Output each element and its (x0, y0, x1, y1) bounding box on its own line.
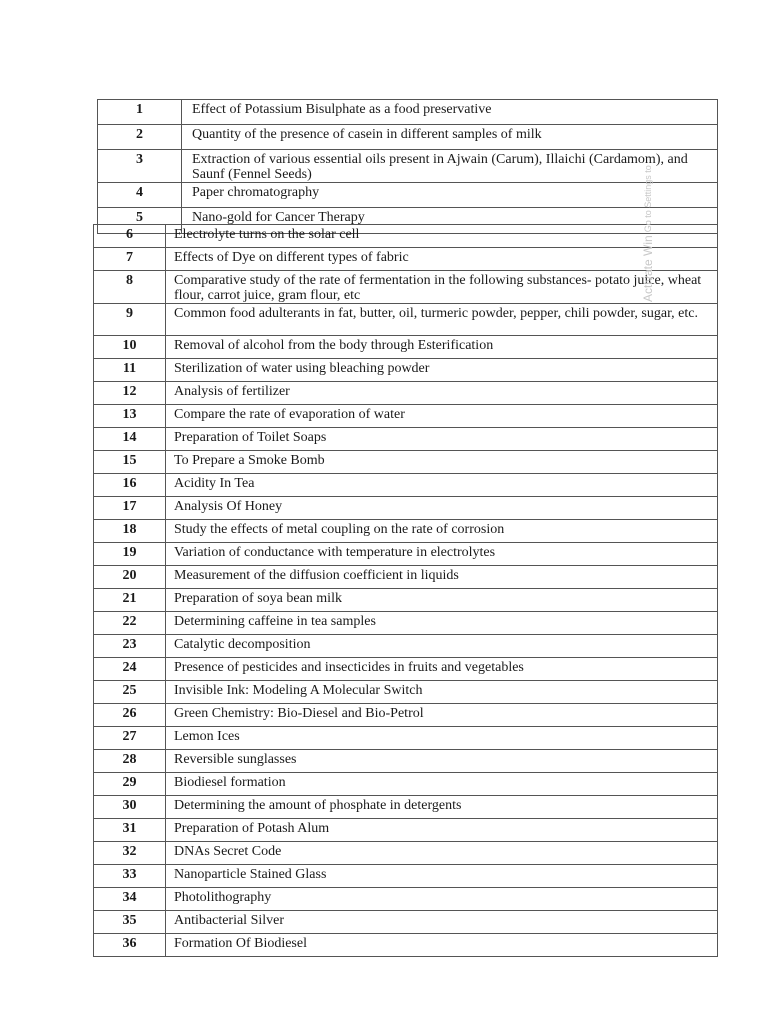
table-row (94, 888, 718, 911)
row-number: 12 (94, 382, 166, 405)
project-title: Extraction of various essential oils present in Ajwain (Carum), Illaichi (Cardamom), and Saunf (Fennel Seeds) (182, 150, 718, 183)
project-title: Nano-gold for Cancer Therapy (182, 208, 718, 234)
row-number: 21 (94, 589, 166, 612)
table-row (94, 819, 718, 842)
row-number: 5 (98, 208, 182, 234)
project-title: Determining caffeine in tea samples (166, 612, 718, 635)
table-row (94, 934, 718, 957)
project-title: Formation Of Biodiesel (166, 934, 718, 957)
row-number: 25 (94, 681, 166, 704)
project-title: Photolithography (166, 888, 718, 911)
table-row (94, 842, 718, 865)
row-number: 34 (94, 888, 166, 911)
table-row (94, 796, 718, 819)
row-number: 29 (94, 773, 166, 796)
project-title: Effect of Potassium Bisulphate as a food preservative (182, 100, 718, 125)
table-row (94, 911, 718, 934)
project-table-main (93, 224, 718, 957)
row-number: 15 (94, 451, 166, 474)
table-row (94, 865, 718, 888)
table-row (94, 681, 718, 704)
row-number: 18 (94, 520, 166, 543)
table-row (94, 497, 718, 520)
row-number: 6 (94, 225, 166, 248)
row-number: 16 (94, 474, 166, 497)
table-row (94, 304, 718, 336)
table-row (94, 248, 718, 271)
row-number: 27 (94, 727, 166, 750)
row-number: 24 (94, 658, 166, 681)
table-row (98, 150, 718, 183)
project-title: Analysis of fertilizer (166, 382, 718, 405)
table-row (94, 428, 718, 451)
table-row (94, 520, 718, 543)
project-title: Determining the amount of phosphate in detergents (166, 796, 718, 819)
project-title: Preparation of Toilet Soaps (166, 428, 718, 451)
project-title: Green Chemistry: Bio-Diesel and Bio-Petrol (166, 704, 718, 727)
project-title: Analysis Of Honey (166, 497, 718, 520)
row-number: 11 (94, 359, 166, 382)
table-row (94, 336, 718, 359)
table-row (94, 704, 718, 727)
row-number: 31 (94, 819, 166, 842)
row-number: 10 (94, 336, 166, 359)
project-title: Quantity of the presence of casein in different samples of milk (182, 125, 718, 150)
row-number: 32 (94, 842, 166, 865)
table-row (94, 727, 718, 750)
row-number: 14 (94, 428, 166, 451)
watermark-line-2: Go to Settings to (643, 165, 653, 233)
table-row (94, 359, 718, 382)
table-row (98, 183, 718, 208)
project-title: Common food adulterants in fat, butter, oil, turmeric powder, pepper, chili powder, sugar, etc. (166, 304, 718, 336)
project-title: Removal of alcohol from the body through Esterification (166, 336, 718, 359)
table-row (94, 589, 718, 612)
watermark-line-1: Activate Win (641, 235, 655, 302)
row-number: 1 (98, 100, 182, 125)
row-number: 33 (94, 865, 166, 888)
row-number: 23 (94, 635, 166, 658)
row-number: 19 (94, 543, 166, 566)
project-title: Electrolyte turns on the solar cell (166, 225, 718, 248)
project-title: DNAs Secret Code (166, 842, 718, 865)
project-title: Preparation of soya bean milk (166, 589, 718, 612)
project-title: Biodiesel formation (166, 773, 718, 796)
project-title: Acidity In Tea (166, 474, 718, 497)
project-title: Invisible Ink: Modeling A Molecular Switch (166, 681, 718, 704)
row-number: 28 (94, 750, 166, 773)
project-title: Presence of pesticides and insecticides in fruits and vegetables (166, 658, 718, 681)
row-number: 3 (98, 150, 182, 183)
project-title: Effects of Dye on different types of fabric (166, 248, 718, 271)
row-number: 36 (94, 934, 166, 957)
project-title: Nanoparticle Stained Glass (166, 865, 718, 888)
project-title: Catalytic decomposition (166, 635, 718, 658)
table-row (98, 100, 718, 125)
project-title: Reversible sunglasses (166, 750, 718, 773)
row-number: 26 (94, 704, 166, 727)
project-table-top (97, 99, 718, 234)
project-title: Lemon Ices (166, 727, 718, 750)
row-number: 35 (94, 911, 166, 934)
project-title: Antibacterial Silver (166, 911, 718, 934)
row-number: 20 (94, 566, 166, 589)
row-number: 4 (98, 183, 182, 208)
table-row (98, 125, 718, 150)
table-row (94, 474, 718, 497)
row-number: 13 (94, 405, 166, 428)
row-number: 17 (94, 497, 166, 520)
project-title: Comparative study of the rate of fermentation in the following substances- potato juice, wheat flour, carrot juice, gram flour, etc (166, 271, 718, 304)
project-title: Variation of conductance with temperature in electrolytes (166, 543, 718, 566)
table-row (94, 773, 718, 796)
row-number: 7 (94, 248, 166, 271)
row-number: 22 (94, 612, 166, 635)
project-title: Paper chromatography (182, 183, 718, 208)
table-row (94, 271, 718, 304)
project-title: To Prepare a Smoke Bomb (166, 451, 718, 474)
project-title: Sterilization of water using bleaching powder (166, 359, 718, 382)
table-row (94, 225, 718, 248)
table-row (94, 612, 718, 635)
table-row (94, 382, 718, 405)
row-number: 2 (98, 125, 182, 150)
project-title: Study the effects of metal coupling on the rate of corrosion (166, 520, 718, 543)
project-title: Preparation of Potash Alum (166, 819, 718, 842)
row-number: 9 (94, 304, 166, 336)
row-number: 30 (94, 796, 166, 819)
table-row (94, 635, 718, 658)
table-row (94, 750, 718, 773)
table-row (94, 451, 718, 474)
row-number: 8 (94, 271, 166, 304)
table-row (94, 658, 718, 681)
table-row (94, 566, 718, 589)
table-row (94, 405, 718, 428)
table-row (94, 543, 718, 566)
project-title: Compare the rate of evaporation of water (166, 405, 718, 428)
project-title: Measurement of the diffusion coefficient in liquids (166, 566, 718, 589)
